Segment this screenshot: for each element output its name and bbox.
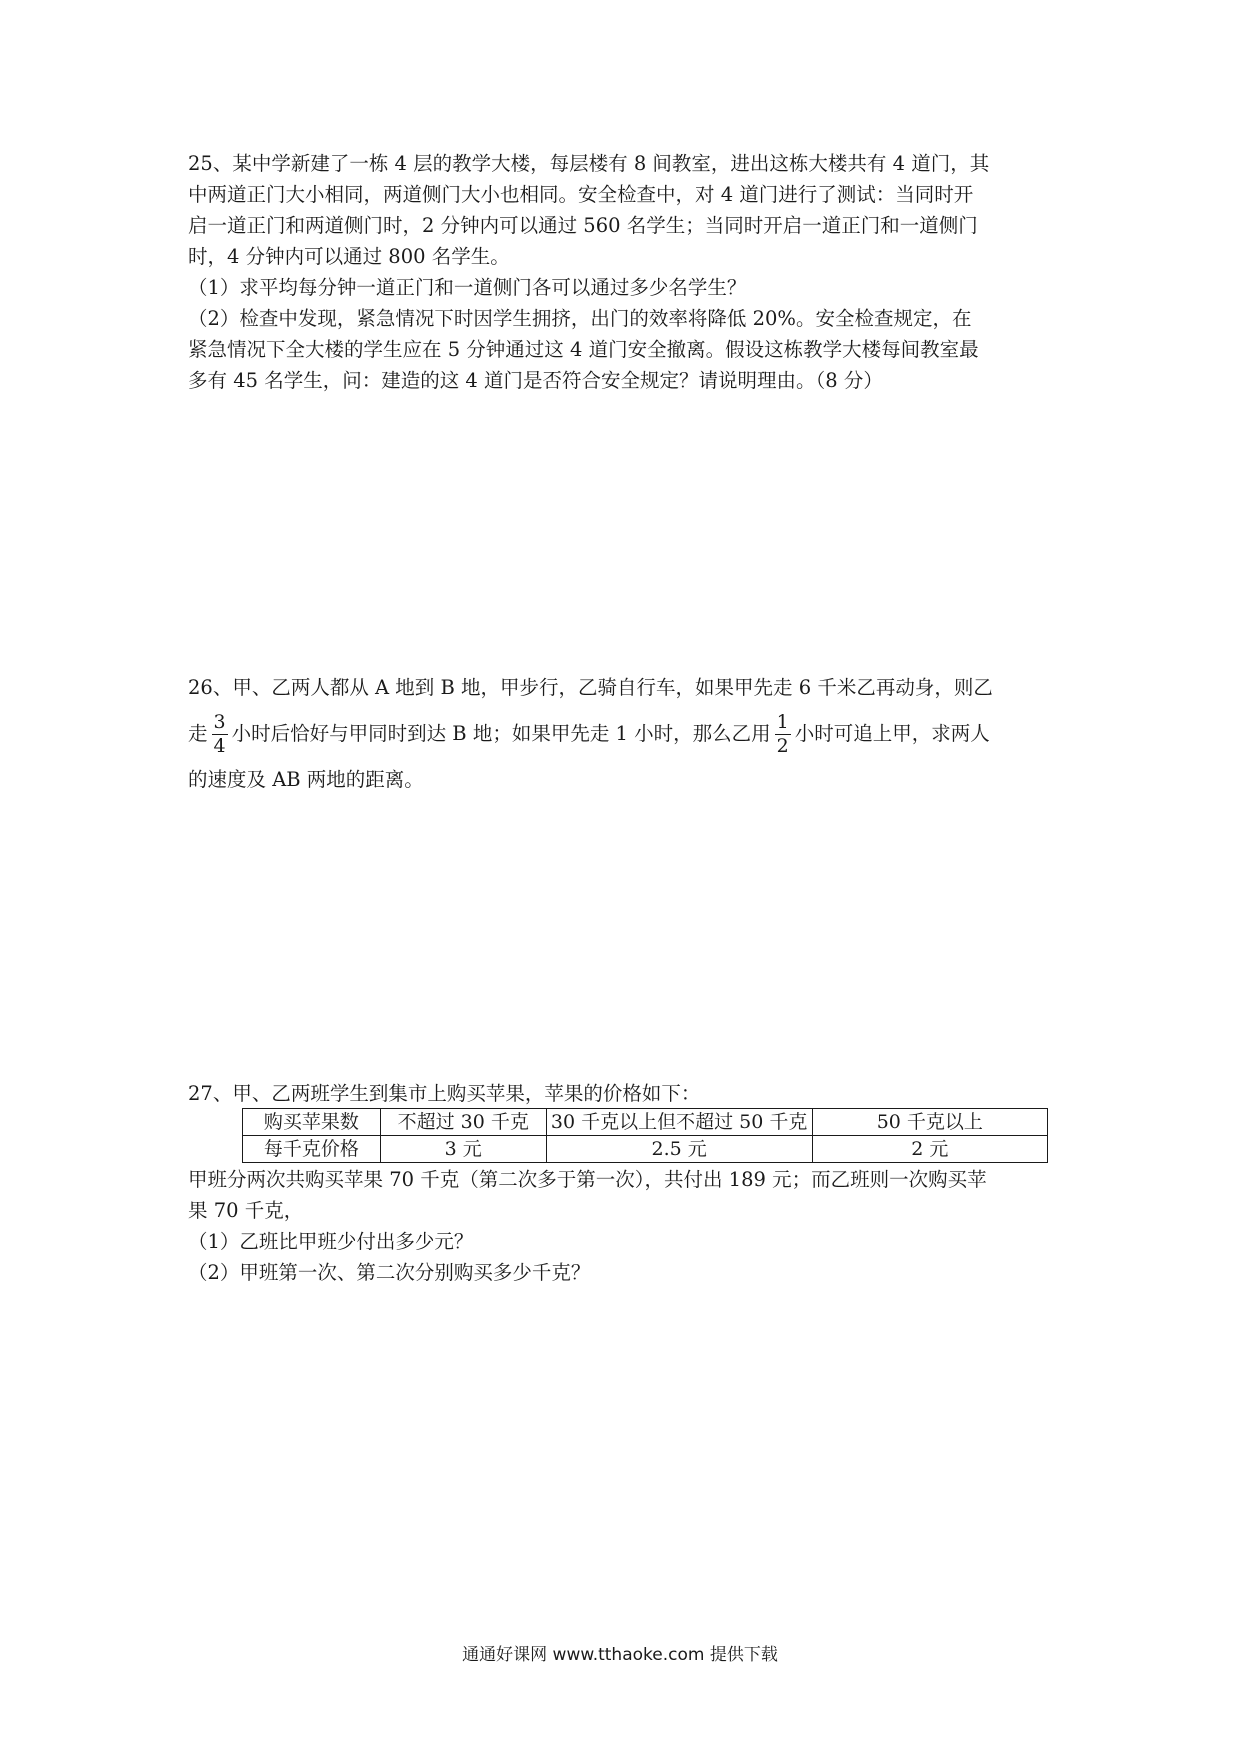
table-row xyxy=(243,1109,1048,1136)
q25-line: 启一道正门和两道侧门时，2 分钟内可以通过 560 名学生；当同时开启一道正门和一道侧门 xyxy=(188,214,978,237)
table-cell: 每千克价格 xyxy=(243,1136,381,1163)
table-cell: 2.5 元 xyxy=(546,1136,812,1163)
q26-text: 小时后恰好与甲同时到达 B 地；如果甲先走 1 小时，那么乙用 xyxy=(231,722,771,745)
q25-line: 多有 45 名学生，问：建造的这 4 道门是否符合安全规定？请说明理由。（8 分） xyxy=(188,369,883,392)
table-row xyxy=(243,1136,1048,1163)
q25-part-2: （2）检查中发现，紧急情况下时因学生拥挤，出门的效率将降低 20%。安全检查规定，在 xyxy=(188,307,972,330)
table-cell: 不超过 30 千克 xyxy=(380,1109,546,1136)
fraction-one-half xyxy=(775,713,791,756)
q26-line-2 xyxy=(188,711,1060,757)
fraction-denominator: 4 xyxy=(213,735,226,757)
page-footer: 通通好课网 www.tthaoke.com 提供下载 xyxy=(462,1645,778,1665)
q26-line-1: 26、甲、乙两人都从 A 地到 B 地，甲步行，乙骑自行车，如果甲先走 6 千米乙再动身，则乙 xyxy=(188,676,993,699)
q26-line-3: 的速度及 AB 两地的距离。 xyxy=(188,768,424,791)
q27-intro: 27、甲、乙两班学生到集市上购买苹果，苹果的价格如下： xyxy=(188,1082,701,1105)
table-cell: 30 千克以上但不超过 50 千克 xyxy=(546,1109,812,1136)
q27-line: 甲班分两次共购买苹果 70 千克（第二次多于第一次），共付出 189 元；而乙班则一次购买苹 xyxy=(188,1168,987,1191)
fraction-denominator: 2 xyxy=(776,735,789,757)
table-cell: 2 元 xyxy=(812,1136,1047,1163)
q25-line: 25、某中学新建了一栋 4 层的教学大楼，每层楼有 8 间教室，进出这栋大楼共有 4 道门，其 xyxy=(188,152,990,175)
apple-price-table xyxy=(242,1108,1048,1163)
fraction-three-quarters xyxy=(212,713,228,756)
q26-text: 小时可追上甲，求两人 xyxy=(794,722,990,745)
question-26 xyxy=(188,665,1060,803)
q27-part-1: （1）乙班比甲班少付出多少元？ xyxy=(188,1230,474,1253)
table-cell: 50 千克以上 xyxy=(812,1109,1047,1136)
fraction-numerator: 3 xyxy=(213,711,226,733)
q26-text: 走 xyxy=(188,722,208,745)
fraction-numerator: 1 xyxy=(776,711,789,733)
q27-part-2: （2）甲班第一次、第二次分别购买多少千克？ xyxy=(188,1261,591,1284)
table-cell: 3 元 xyxy=(380,1136,546,1163)
question-27 xyxy=(188,1078,1060,1109)
question-27-body xyxy=(188,1164,1060,1288)
q25-line: 中两道正门大小相同，两道侧门大小也相同。安全检查中，对 4 道门进行了测试：当同时开 xyxy=(188,183,974,206)
q25-part-1: （1）求平均每分钟一道正门和一道侧门各可以通过多少名学生？ xyxy=(188,276,747,299)
table-cell: 购买苹果数 xyxy=(243,1109,381,1136)
question-25 xyxy=(188,148,1060,396)
q25-line: 紧急情况下全大楼的学生应在 5 分钟通过这 4 道门安全撤离。假设这栋教学大楼每间教室最 xyxy=(188,338,979,361)
q25-line: 时，4 分钟内可以通过 800 名学生。 xyxy=(188,245,510,268)
q27-line: 果 70 千克， xyxy=(188,1199,304,1222)
